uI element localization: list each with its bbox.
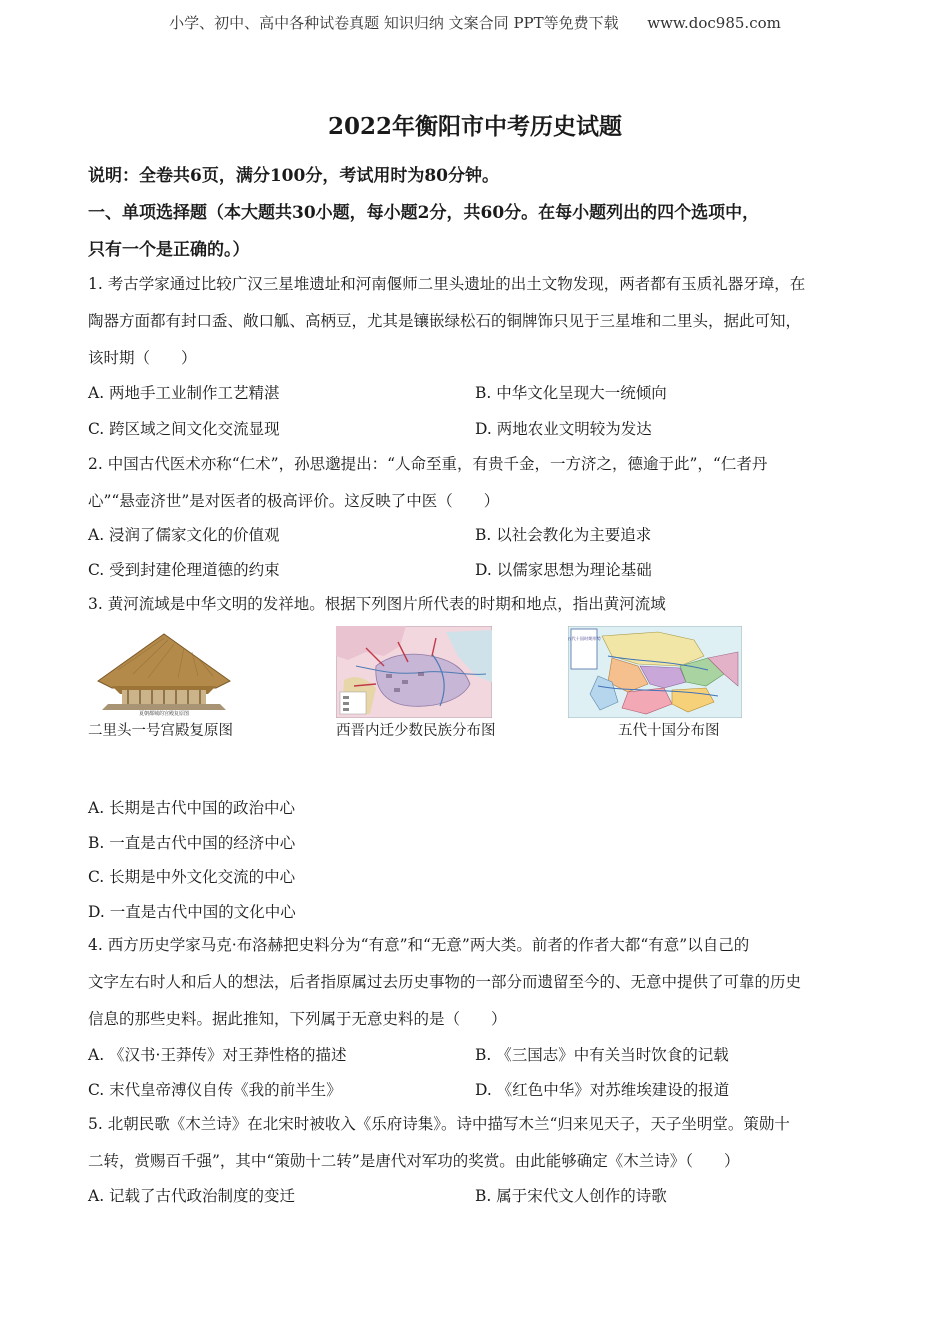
q2-option-d: D. 以儒家思想为理论基础 [475, 561, 652, 579]
q3-option-a: A. 长期是古代中国的政治中心 [88, 799, 296, 817]
header-site-link[interactable]: www.doc985.com [647, 14, 781, 32]
q2-stem-line1: 2. 中国古代医术亦称“仁术”，孙思邈提出：“人命至重，有贵千金，一方济之，德逾于此”，“仁者丹 [88, 455, 768, 473]
q2-option-b: B. 以社会教化为主要追求 [475, 526, 652, 544]
palace-illustration [88, 626, 240, 718]
q4-stem-line1: 4. 西方历史学家马克·布洛赫把史料分为“有意”和“无意”两大类。前者的作者大都“有意”以自己的 [88, 936, 750, 954]
q3-option-d: D. 一直是古代中国的文化中心 [88, 903, 296, 921]
q4-stem-line3: 信息的那些史料。据此推知，下列属于无意史料的是（ ） [88, 1010, 507, 1028]
palace-reconstruction-image [88, 626, 240, 718]
q4-option-c: C. 末代皇帝溥仪自传《我的前半生》 [88, 1081, 342, 1099]
western-jin-map [336, 626, 492, 718]
q2-option-a: A. 浸润了儒家文化的价值观 [88, 526, 280, 544]
page-title: 2022年衡阳市中考历史试题 [327, 113, 622, 140]
fig2-caption: 西晋内迁少数民族分布图 [336, 723, 496, 739]
q1-option-b: B. 中华文化呈现大一统倾向 [475, 384, 667, 402]
q5-option-a: A. 记载了古代政治制度的变迁 [88, 1187, 296, 1205]
five-dynasties-map-drawing [568, 626, 742, 718]
q4-option-d: D. 《红色中华》对苏维埃建设的报道 [475, 1081, 730, 1099]
q1-option-a: A. 两地手工业制作工艺精湛 [88, 384, 280, 402]
section1-heading-line2: 只有一个是正确的。） [88, 240, 250, 260]
q1-stem-line3: 该时期（ ） [88, 349, 197, 367]
section1-heading-line1: 一、单项选择题（本大题共30小题，每小题2分，共60分。在每小题列出的四个选项中， [88, 203, 760, 223]
q5-stem-line2: 二转，赏赐百千强”，其中“策勋十二转”是唐代对军功的奖赏。由此能够确定《木兰诗》（ ） [88, 1152, 740, 1170]
q4-option-a: A. 《汉书·王莽传》对王莽性格的描述 [88, 1046, 347, 1064]
q1-option-c: C. 跨区域之间文化交流显现 [88, 420, 280, 438]
page-header [0, 12, 950, 33]
q5-option-b: B. 属于宋代文人创作的诗歌 [475, 1187, 667, 1205]
q1-option-d: D. 两地农业文明较为发达 [475, 420, 652, 438]
q4-option-b: B. 《三国志》中有关当时饮食的记载 [475, 1046, 729, 1064]
fig1-caption: 二里头一号宫殿复原图 [88, 723, 233, 739]
q3-option-b: B. 一直是古代中国的经济中心 [88, 834, 296, 852]
fig3-inner-label: 五代十国时期形势 [568, 636, 601, 641]
q2-option-c: C. 受到封建伦理道德的约束 [88, 561, 280, 579]
fig3-caption: 五代十国分布图 [618, 723, 720, 739]
q2-stem-line2: 心”“悬壶济世”是对医者的极高评价。这反映了中医（ ） [88, 492, 500, 510]
western-jin-map-drawing [336, 626, 492, 718]
q1-stem-line2: 陶器方面都有封口盉、敞口觚、高柄豆，尤其是镶嵌绿松石的铜牌饰只见于三星堆和二里头，据此可知， [88, 312, 802, 330]
fig1-inner-label: 夏朝都城的宫殿复原图 [138, 711, 190, 717]
q3-stem: 3. 黄河流域是中华文明的发祥地。根据下列图片所代表的时期和地点，指出黄河流域 [88, 595, 666, 613]
q4-stem-line2: 文字左右时人和后人的想法，后者指原属过去历史事物的一部分而遗留至今的、无意中提供了可靠的历史 [88, 973, 802, 991]
q5-stem-line1: 5. 北朝民歌《木兰诗》在北宋时被收入《乐府诗集》。诗中描写木兰“归来见天子，天子坐明堂。策勋十 [88, 1115, 790, 1133]
five-dynasties-map [568, 626, 742, 718]
exam-intro: 说明：全卷共6页，满分100分，考试用时为80分钟。 [88, 166, 499, 186]
header-text: 小学、初中、高中各种试卷真题 知识归纳 文案合同 PPT等免费下载 [169, 14, 619, 32]
q3-option-c: C. 长期是中外文化交流的中心 [88, 868, 296, 886]
q1-stem-line1: 1. 考古学家通过比较广汉三星堆遗址和河南偃师二里头遗址的出土文物发现，两者都有玉质礼器牙璋，在 [88, 275, 806, 293]
